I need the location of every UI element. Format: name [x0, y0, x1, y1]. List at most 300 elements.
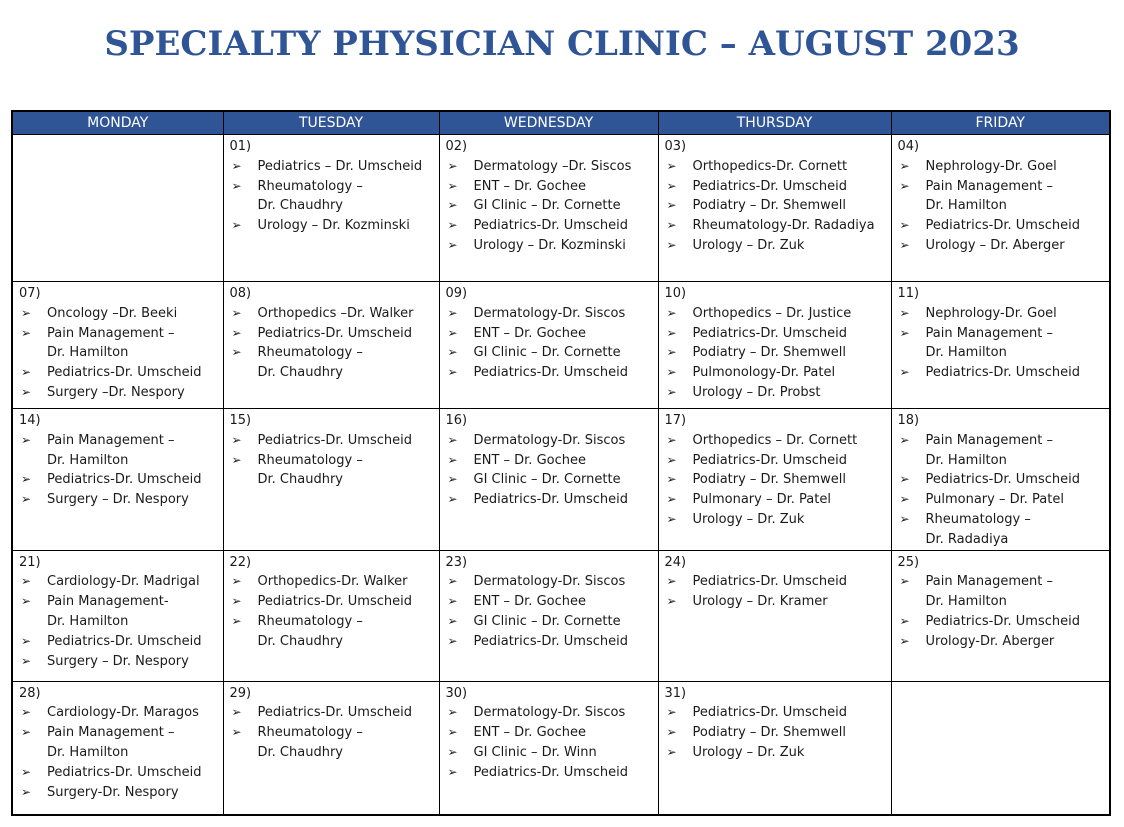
arrow-bullet-icon: ➢	[21, 725, 32, 740]
appointment-text: Pediatrics-Dr. Umscheid	[47, 472, 202, 488]
appointment-text: Pediatrics-Dr. Umscheid	[925, 613, 1080, 629]
appointment-text: Pain Management – Dr. Hamilton	[47, 725, 175, 760]
appointment-item	[898, 324, 1104, 364]
day-cell-friday	[891, 409, 1110, 551]
appointment-item	[665, 723, 885, 743]
arrow-bullet-icon: ➢	[899, 574, 910, 589]
appointment-text: Pain Management – Dr. Hamilton	[925, 178, 1053, 214]
appointment-item	[230, 177, 433, 217]
appointment-text: Urology – Dr. Kramer	[692, 594, 828, 610]
appointment-text: Rheumatology – Dr. Chaudhry	[257, 725, 363, 760]
appointment-list	[898, 431, 1104, 550]
appointment-text: Orthopedics-Dr. Walker	[257, 574, 408, 590]
arrow-bullet-icon: ➢	[21, 784, 32, 799]
appointment-text: Pulmonology-Dr. Patel	[692, 365, 836, 381]
weekday-header-row	[12, 111, 1110, 135]
appointment-item	[446, 343, 652, 363]
arrow-bullet-icon: ➢	[666, 744, 677, 759]
appointment-list	[898, 304, 1104, 383]
header-wednesday: WEDNESDAY	[439, 111, 658, 135]
appointment-text: Cardiology-Dr. Maragos	[47, 705, 199, 721]
appointment-item	[446, 431, 652, 451]
appointment-list	[19, 304, 217, 403]
arrow-bullet-icon: ➢	[21, 492, 32, 507]
appointment-item	[665, 177, 885, 197]
appointment-text: Pediatrics-Dr. Umscheid	[692, 452, 847, 468]
appointment-text: Pediatrics-Dr. Umscheid	[692, 325, 847, 341]
appointment-list	[230, 431, 433, 490]
appointment-item	[665, 743, 885, 763]
day-cell-friday	[891, 550, 1110, 681]
arrow-bullet-icon: ➢	[447, 345, 458, 360]
appointment-text: Pediatrics-Dr. Umscheid	[473, 492, 628, 508]
appointment-item	[230, 723, 433, 763]
appointment-list	[19, 431, 217, 510]
day-number: 11)	[897, 286, 920, 301]
day-number: 03)	[664, 139, 687, 154]
appointment-text: Podiatry – Dr. Shemwell	[692, 472, 846, 488]
appointment-text: Pediatrics-Dr. Umscheid	[925, 218, 1080, 234]
appointment-text: ENT – Dr. Gochee	[473, 452, 586, 468]
day-cell-wednesday	[439, 135, 658, 282]
appointment-text: Pain Management – Dr. Hamilton	[47, 325, 175, 361]
arrow-bullet-icon: ➢	[666, 574, 677, 589]
appointment-text: ENT – Dr. Gochee	[473, 325, 586, 341]
appointment-item	[230, 703, 433, 723]
week-row	[12, 135, 1110, 282]
arrow-bullet-icon: ➢	[666, 198, 677, 213]
appointment-item	[665, 304, 885, 324]
appointment-text: Dermatology-Dr. Siscos	[473, 432, 626, 448]
appointment-item	[19, 652, 217, 672]
appointment-text: Pediatrics-Dr. Umscheid	[47, 365, 202, 381]
header-tuesday: TUESDAY	[223, 111, 439, 135]
day-number: 18)	[897, 413, 920, 428]
appointment-text: Dermatology –Dr. Siscos	[473, 158, 632, 174]
arrow-bullet-icon: ➢	[21, 705, 32, 720]
arrow-bullet-icon: ➢	[447, 744, 458, 759]
appointment-text: Pediatrics-Dr. Umscheid	[925, 365, 1080, 381]
appointment-text: Pediatrics-Dr. Umscheid	[473, 633, 628, 649]
page-title: SPECIALTY PHYSICIAN CLINIC – AUGUST 2023	[104, 24, 1020, 64]
appointment-list	[230, 304, 433, 383]
arrow-bullet-icon: ➢	[21, 574, 32, 589]
appointment-item	[230, 612, 433, 652]
appointment-text: Orthopedics-Dr. Cornett	[692, 158, 848, 174]
appointment-item	[898, 632, 1104, 652]
arrow-bullet-icon: ➢	[21, 432, 32, 447]
appointment-item	[446, 703, 652, 723]
appointment-list	[898, 572, 1104, 651]
week-row	[12, 409, 1110, 551]
day-cell-tuesday	[223, 409, 439, 551]
appointment-text: Pediatrics-Dr. Umscheid	[925, 472, 1080, 488]
appointment-text: Surgery – Dr. Nespory	[47, 492, 189, 508]
appointment-text: Pain Management – Dr. Hamilton	[925, 325, 1053, 361]
arrow-bullet-icon: ➢	[447, 178, 458, 193]
arrow-bullet-icon: ➢	[666, 384, 677, 399]
appointment-text: Dermatology-Dr. Siscos	[473, 574, 626, 590]
appointment-item	[230, 304, 433, 324]
calendar-table	[11, 110, 1111, 816]
appointment-text: GI Clinic – Dr. Cornette	[473, 345, 621, 361]
arrow-bullet-icon: ➢	[231, 594, 242, 609]
arrow-bullet-icon: ➢	[231, 452, 242, 467]
appointment-text: Pediatrics-Dr. Umscheid	[257, 705, 412, 721]
appointment-item	[446, 177, 652, 197]
appointment-item	[665, 363, 885, 383]
appointment-item	[446, 324, 652, 344]
appointment-text: Pediatrics-Dr. Umscheid	[257, 432, 412, 448]
appointment-item	[446, 612, 652, 632]
arrow-bullet-icon: ➢	[447, 574, 458, 589]
appointment-item	[898, 431, 1104, 471]
appointment-text: Rheumatology – Dr. Chaudhry	[257, 178, 363, 214]
calendar-body	[12, 135, 1110, 816]
arrow-bullet-icon: ➢	[899, 613, 910, 628]
arrow-bullet-icon: ➢	[231, 218, 242, 233]
arrow-bullet-icon: ➢	[899, 365, 910, 380]
appointment-text: Pediatrics-Dr. Umscheid	[47, 764, 202, 780]
arrow-bullet-icon: ➢	[666, 305, 677, 320]
appointment-text: Orthopedics –Dr. Walker	[257, 305, 414, 321]
appointment-text: ENT – Dr. Gochee	[473, 594, 586, 610]
arrow-bullet-icon: ➢	[21, 365, 32, 380]
arrow-bullet-icon: ➢	[447, 764, 458, 779]
appointment-list	[230, 703, 433, 762]
appointment-item	[665, 490, 885, 510]
appointment-text: Orthopedics – Dr. Justice	[692, 305, 852, 321]
day-cell-tuesday	[223, 282, 439, 409]
appointment-text: Pulmonary – Dr. Patel	[925, 492, 1064, 508]
appointment-text: Surgery –Dr. Nespory	[47, 384, 185, 400]
arrow-bullet-icon: ➢	[899, 492, 910, 507]
appointment-item	[665, 157, 885, 177]
day-cell-monday	[12, 282, 223, 409]
appointment-list	[665, 572, 885, 612]
appointment-list	[446, 703, 652, 782]
appointment-item	[446, 196, 652, 216]
appointment-text: Pediatrics-Dr. Umscheid	[473, 764, 628, 780]
arrow-bullet-icon: ➢	[231, 345, 242, 360]
arrow-bullet-icon: ➢	[899, 472, 910, 487]
arrow-bullet-icon: ➢	[231, 613, 242, 628]
arrow-bullet-icon: ➢	[899, 305, 910, 320]
appointment-text: Rheumatology – Dr. Chaudhry	[257, 345, 363, 381]
appointment-item	[230, 592, 433, 612]
appointment-item	[665, 236, 885, 256]
appointment-text: Pediatrics-Dr. Umscheid	[692, 178, 847, 194]
appointment-item	[446, 216, 652, 236]
appointment-item	[446, 763, 652, 783]
appointment-item	[665, 510, 885, 530]
appointment-text: Urology – Dr. Zuk	[692, 511, 805, 527]
appointment-item	[230, 572, 433, 592]
appointment-text: Pediatrics-Dr. Umscheid	[47, 633, 202, 649]
appointment-item	[446, 632, 652, 652]
appointment-text: Cardiology-Dr. Madrigal	[47, 574, 200, 590]
appointment-text: Urology – Dr. Kozminski	[257, 218, 410, 234]
day-number: 30)	[445, 685, 468, 701]
appointment-item	[898, 510, 1104, 550]
arrow-bullet-icon: ➢	[231, 158, 242, 173]
week-row	[12, 681, 1110, 815]
appointment-text: GI Clinic – Dr. Cornette	[473, 613, 621, 629]
day-number: 21)	[19, 554, 41, 570]
day-number: 01)	[229, 139, 252, 154]
appointment-list	[230, 572, 433, 651]
appointment-text: Rheumatology – Dr. Chaudhry	[257, 452, 363, 488]
appointment-text: Nephrology-Dr. Goel	[925, 158, 1057, 174]
arrow-bullet-icon: ➢	[21, 633, 32, 648]
arrow-bullet-icon: ➢	[666, 237, 677, 252]
appointment-item	[19, 383, 217, 403]
appointment-item	[665, 470, 885, 490]
day-cell-monday	[12, 135, 223, 282]
arrow-bullet-icon: ➢	[231, 325, 242, 340]
arrow-bullet-icon: ➢	[447, 432, 458, 447]
day-number: 23)	[445, 554, 468, 570]
appointment-list	[19, 703, 217, 802]
arrow-bullet-icon: ➢	[447, 472, 458, 487]
arrow-bullet-icon: ➢	[447, 158, 458, 173]
appointment-text: Surgery-Dr. Nespory	[47, 784, 179, 800]
appointment-text: Rheumatology – Dr. Radadiya	[925, 511, 1031, 547]
arrow-bullet-icon: ➢	[666, 178, 677, 193]
appointment-item	[230, 216, 433, 236]
appointment-item	[446, 572, 652, 592]
appointment-text: ENT – Dr. Gochee	[473, 725, 586, 741]
day-number: 14)	[19, 413, 41, 428]
appointment-item	[898, 612, 1104, 632]
week-row	[12, 550, 1110, 681]
day-number: 15)	[229, 413, 252, 428]
appointment-item	[446, 490, 652, 510]
day-number: 17)	[664, 413, 687, 428]
appointment-text: Urology-Dr. Aberger	[925, 633, 1055, 649]
appointment-text: Pediatrics-Dr. Umscheid	[257, 325, 412, 341]
arrow-bullet-icon: ➢	[21, 764, 32, 779]
arrow-bullet-icon: ➢	[21, 594, 32, 609]
appointment-list	[446, 572, 652, 651]
arrow-bullet-icon: ➢	[666, 432, 677, 447]
day-number: 10)	[664, 286, 687, 301]
appointment-item	[665, 431, 885, 451]
day-number: 24)	[664, 554, 687, 570]
day-number: 31)	[664, 685, 687, 701]
arrow-bullet-icon: ➢	[666, 472, 677, 487]
arrow-bullet-icon: ➢	[21, 653, 32, 668]
appointment-text: Oncology –Dr. Beeki	[47, 305, 178, 321]
appointment-item	[19, 324, 217, 364]
appointment-text: Pediatrics-Dr. Umscheid	[473, 218, 628, 234]
appointment-list	[230, 157, 433, 236]
appointment-item	[446, 470, 652, 490]
day-number: 28)	[19, 685, 41, 701]
appointment-item	[19, 431, 217, 471]
arrow-bullet-icon: ➢	[666, 511, 677, 526]
arrow-bullet-icon: ➢	[666, 492, 677, 507]
appointment-list	[446, 157, 652, 256]
arrow-bullet-icon: ➢	[666, 452, 677, 467]
appointment-item	[19, 632, 217, 652]
appointment-item	[898, 490, 1104, 510]
appointment-text: Pediatrics – Dr. Umscheid	[257, 158, 423, 174]
appointment-list	[665, 431, 885, 530]
arrow-bullet-icon: ➢	[231, 432, 242, 447]
arrow-bullet-icon: ➢	[447, 594, 458, 609]
appointment-text: Pain Management – Dr. Hamilton	[47, 432, 175, 468]
day-number: 08)	[229, 286, 252, 301]
arrow-bullet-icon: ➢	[21, 325, 32, 340]
arrow-bullet-icon: ➢	[447, 705, 458, 720]
appointment-item	[446, 743, 652, 763]
arrow-bullet-icon: ➢	[447, 633, 458, 648]
appointment-item	[898, 363, 1104, 383]
appointment-item	[898, 177, 1104, 217]
day-cell-thursday	[658, 135, 891, 282]
appointment-text: Urology – Dr. Zuk	[692, 237, 805, 253]
appointment-item	[230, 451, 433, 491]
arrow-bullet-icon: ➢	[666, 725, 677, 740]
appointment-text: Urology – Dr. Zuk	[692, 744, 805, 760]
appointment-item	[230, 324, 433, 344]
day-number: 29)	[229, 685, 252, 701]
appointment-item	[665, 343, 885, 363]
arrow-bullet-icon: ➢	[899, 237, 910, 252]
appointment-item	[19, 723, 217, 763]
arrow-bullet-icon: ➢	[899, 178, 910, 193]
appointment-text: Podiatry – Dr. Shemwell	[692, 725, 846, 741]
appointment-text: Pulmonary – Dr. Patel	[692, 492, 831, 508]
appointment-list	[665, 703, 885, 762]
appointment-item	[19, 783, 217, 803]
arrow-bullet-icon: ➢	[899, 218, 910, 233]
appointment-text: Pediatrics-Dr. Umscheid	[257, 594, 412, 610]
appointment-item	[446, 451, 652, 471]
appointment-text: Pain Management – Dr. Hamilton	[925, 574, 1053, 610]
appointment-text: GI Clinic – Dr. Cornette	[473, 472, 621, 488]
appointment-list	[898, 157, 1104, 256]
appointment-item	[19, 304, 217, 324]
appointment-item	[665, 572, 885, 592]
arrow-bullet-icon: ➢	[231, 178, 242, 193]
day-cell-monday	[12, 550, 223, 681]
appointment-item	[230, 431, 433, 451]
appointment-list	[446, 304, 652, 383]
header-thursday: THURSDAY	[658, 111, 891, 135]
arrow-bullet-icon: ➢	[666, 158, 677, 173]
arrow-bullet-icon: ➢	[447, 452, 458, 467]
appointment-text: Rheumatology-Dr. Radadiya	[692, 218, 875, 234]
appointment-text: Pediatrics-Dr. Umscheid	[473, 365, 628, 381]
appointment-item	[230, 343, 433, 383]
appointment-text: Orthopedics – Dr. Cornett	[692, 432, 858, 448]
day-cell-monday	[12, 681, 223, 815]
appointment-text: Pain Management – Dr. Hamilton	[925, 432, 1053, 468]
appointment-item	[19, 363, 217, 383]
arrow-bullet-icon: ➢	[447, 218, 458, 233]
day-number: 07)	[19, 286, 41, 301]
appointment-item	[19, 703, 217, 723]
appointment-item	[665, 196, 885, 216]
appointment-text: GI Clinic – Dr. Cornette	[473, 198, 621, 214]
appointment-text: Dermatology-Dr. Siscos	[473, 305, 626, 321]
day-cell-thursday	[658, 282, 891, 409]
day-number: 22)	[229, 554, 252, 570]
arrow-bullet-icon: ➢	[231, 305, 242, 320]
appointment-item	[446, 304, 652, 324]
appointment-text: Pain Management- Dr. Hamilton	[47, 594, 169, 629]
day-cell-friday	[891, 681, 1110, 815]
appointment-item	[665, 703, 885, 723]
day-cell-wednesday	[439, 282, 658, 409]
day-cell-wednesday	[439, 550, 658, 681]
arrow-bullet-icon: ➢	[666, 218, 677, 233]
arrow-bullet-icon: ➢	[21, 472, 32, 487]
arrow-bullet-icon: ➢	[231, 574, 242, 589]
appointment-text: Dermatology-Dr. Siscos	[473, 705, 626, 721]
arrow-bullet-icon: ➢	[447, 237, 458, 252]
appointment-item	[898, 572, 1104, 612]
header-monday: MONDAY	[12, 111, 223, 135]
arrow-bullet-icon: ➢	[666, 325, 677, 340]
day-cell-tuesday	[223, 550, 439, 681]
arrow-bullet-icon: ➢	[666, 705, 677, 720]
appointment-item	[19, 592, 217, 632]
arrow-bullet-icon: ➢	[21, 384, 32, 399]
appointment-item	[898, 157, 1104, 177]
appointment-item	[665, 216, 885, 236]
arrow-bullet-icon: ➢	[666, 594, 677, 609]
day-cell-wednesday	[439, 681, 658, 815]
appointment-text: Nephrology-Dr. Goel	[925, 305, 1057, 321]
appointment-text: Podiatry – Dr. Shemwell	[692, 198, 846, 214]
day-cell-wednesday	[439, 409, 658, 551]
day-cell-monday	[12, 409, 223, 551]
appointment-list	[446, 431, 652, 510]
arrow-bullet-icon: ➢	[899, 158, 910, 173]
appointment-text: Podiatry – Dr. Shemwell	[692, 345, 846, 361]
day-cell-thursday	[658, 409, 891, 551]
appointment-item	[898, 470, 1104, 490]
appointment-item	[898, 304, 1104, 324]
day-cell-thursday	[658, 550, 891, 681]
arrow-bullet-icon: ➢	[231, 705, 242, 720]
arrow-bullet-icon: ➢	[447, 613, 458, 628]
arrow-bullet-icon: ➢	[447, 365, 458, 380]
arrow-bullet-icon: ➢	[447, 492, 458, 507]
appointment-text: ENT – Dr. Gochee	[473, 178, 586, 194]
appointment-item	[665, 383, 885, 403]
day-number: 02)	[445, 139, 468, 154]
appointment-list	[665, 304, 885, 403]
arrow-bullet-icon: ➢	[899, 511, 910, 526]
appointment-text: Pediatrics-Dr. Umscheid	[692, 705, 847, 721]
arrow-bullet-icon: ➢	[666, 365, 677, 380]
appointment-text: GI Clinic – Dr. Winn	[473, 744, 597, 760]
appointment-item	[19, 763, 217, 783]
arrow-bullet-icon: ➢	[447, 325, 458, 340]
appointment-text: Urology – Dr. Probst	[692, 384, 821, 400]
appointment-item	[665, 324, 885, 344]
appointment-text: Rheumatology – Dr. Chaudhry	[257, 613, 363, 649]
appointment-item	[446, 363, 652, 383]
day-number: 04)	[897, 139, 920, 154]
appointment-item	[19, 490, 217, 510]
day-cell-friday	[891, 282, 1110, 409]
week-row	[12, 282, 1110, 409]
